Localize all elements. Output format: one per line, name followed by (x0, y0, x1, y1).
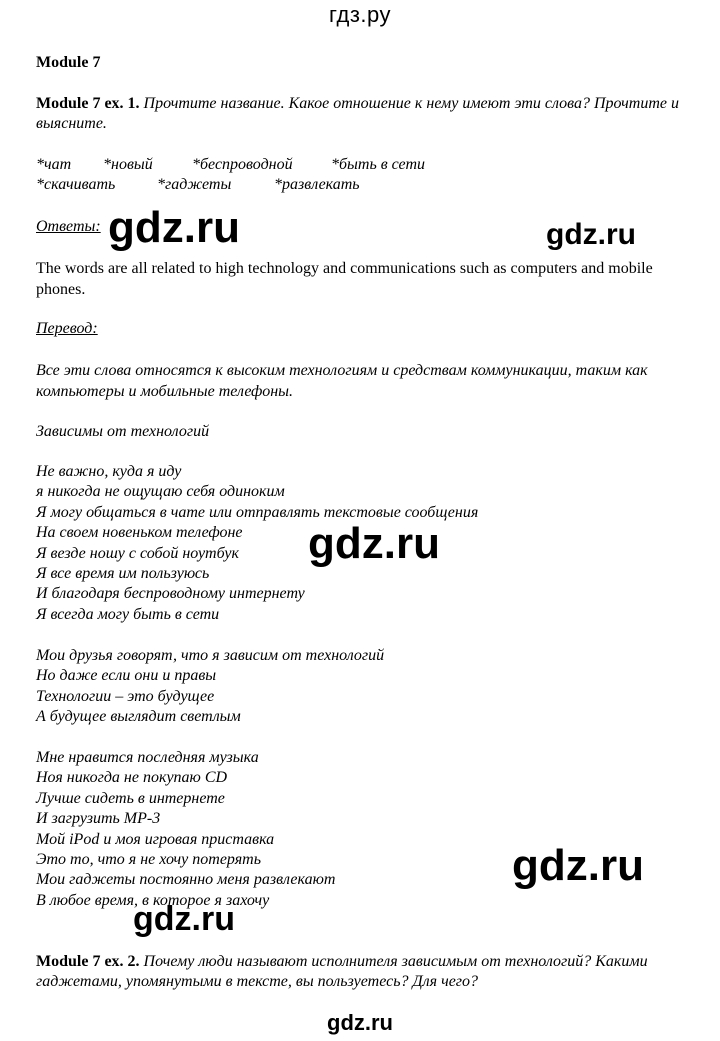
poem-line: И загрузить MP-3 (36, 810, 161, 828)
poem-line: Не важно, куда я иду (36, 463, 182, 480)
poem-line: Я всегда могу быть в сети (36, 605, 220, 623)
translation-label: Перевод: (36, 320, 98, 337)
poem-title: Зависимы от технологий (36, 423, 210, 440)
poem-line: В любое время, в которое я захочу (36, 891, 270, 909)
watermark: gdz.ru (108, 203, 240, 252)
exercise-1-text: Прочтите название. Какое отношение к нему имеют эти слова? Прочтите и выясните. (36, 95, 679, 132)
poem-line: Ноя никогда не покупаю CD (36, 769, 228, 787)
exercise-1-task (36, 94, 696, 134)
poem-line: Мой iPod и моя игровая приставка (36, 830, 275, 848)
poem-line: Я все время им пользуюсь (36, 565, 210, 583)
poem-line: Лучше сидеть в интернете (36, 789, 225, 807)
watermark: gdz.ru (512, 841, 644, 890)
answer-russian: Все эти слова относятся к высоким технологиям и средствам коммуникации, таким как компьютеры и мобильные телефоны. (36, 362, 648, 400)
site-header: гдз.ру (328, 2, 392, 27)
poem-stanza-2 (36, 646, 384, 728)
exercise-2-ref: Module 7 ex. 2. (36, 953, 140, 970)
poem-line: Мне нравится последняя музыка (36, 749, 259, 766)
poem-line: И благодаря беспроводному интернету (36, 585, 305, 603)
word-list (0, 156, 720, 200)
poem-stanza-3 (36, 748, 335, 911)
answer-english: The words are all related to high technology and communications such as computers and mobile phones. (36, 260, 653, 298)
poem-line: Но даже если они и правы (36, 667, 217, 685)
word-item: *чат (36, 156, 72, 173)
poem-line: Я могу общаться в чате или отправлять текстовые сообщения (36, 503, 479, 521)
watermark: gdz.ru (308, 519, 440, 568)
word-item: *беспроводной (192, 156, 293, 173)
poem-line: Технологии – это будущее (36, 687, 215, 705)
word-item: *быть в сети (331, 156, 425, 173)
word-item: *скачивать (36, 176, 116, 193)
answers-label: Ответы: (36, 218, 101, 235)
site-footer: gdz.ru (327, 1010, 393, 1035)
word-item: *развлекать (274, 176, 360, 193)
exercise-2-text: Почему люди называют исполнителя зависимым от технологий? Какими гаджетами, упомянутыми в тексте, вы пользуетесь? Для чего? (36, 953, 648, 990)
watermark: gdz.ru (133, 900, 235, 938)
exercise-2-task (36, 952, 696, 992)
poem-line: Мои друзья говорят, что я зависим от технологий (36, 647, 385, 664)
poem-line: я никогда не ощущаю себя одиноким (36, 483, 285, 501)
poem-line: Это то, что я не хочу потерять (36, 851, 261, 869)
module-title: Module 7 (36, 54, 101, 71)
poem-line: Мои гаджеты постоянно меня развлекают (36, 871, 336, 889)
poem-line: А будущее выглядит светлым (36, 708, 241, 726)
word-item: *гаджеты (157, 176, 232, 193)
exercise-1-ref: Module 7 ex. 1. (36, 95, 140, 112)
poem-line: Я везде ношу с собой ноутбук (36, 544, 240, 562)
poem-line: На своем новеньком телефоне (36, 524, 243, 542)
word-item: *новый (103, 156, 153, 173)
watermark: gdz.ru (546, 218, 636, 251)
